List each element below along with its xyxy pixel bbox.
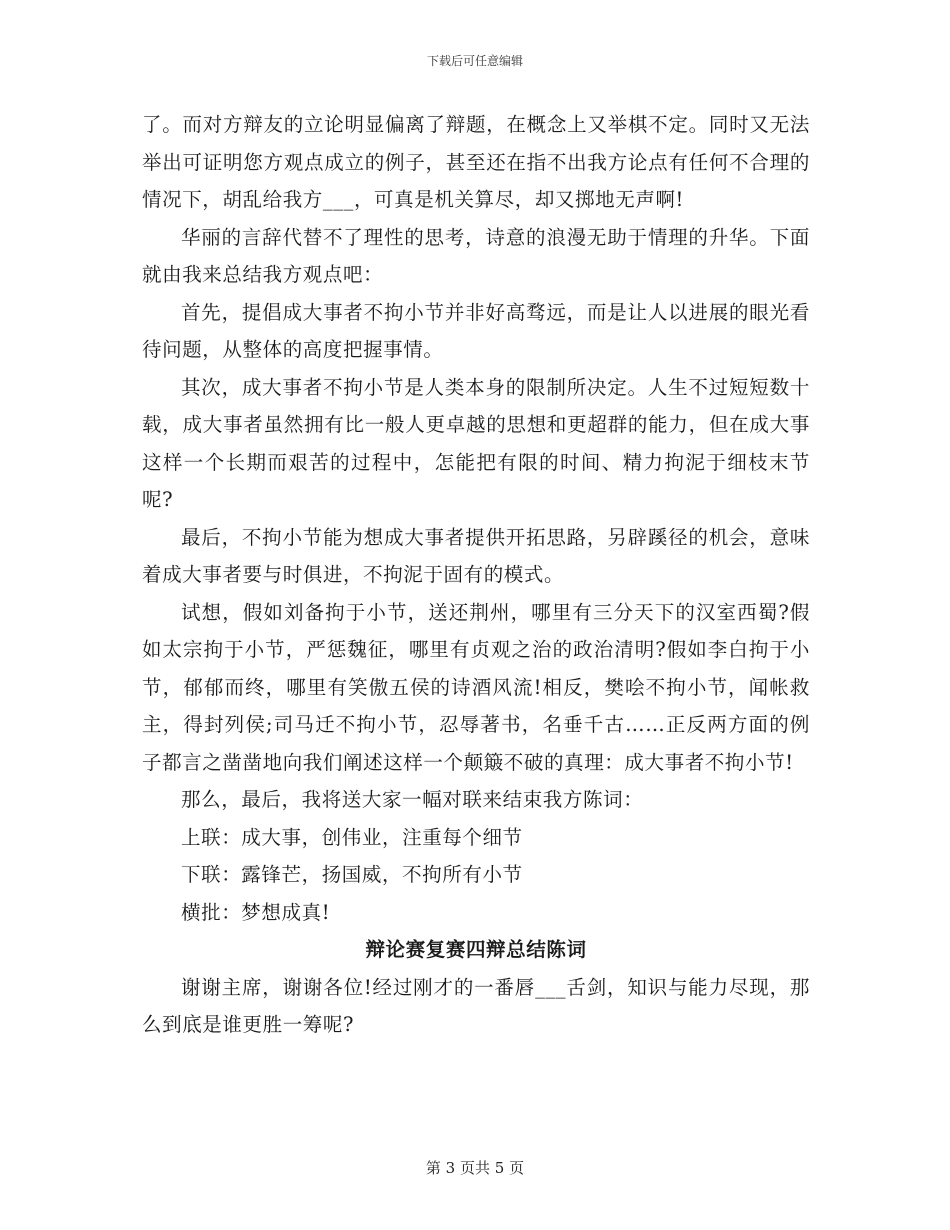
document-body [142,106,810,1044]
paragraph: 最后，不拘小节能为想成大事者提供开拓思路，另辟蹊径的机会，意味着成大事者要与时俱进，不拘泥于固有的模式。 [142,525,810,586]
section-title: 辩论赛复赛四辩总结陈词 [365,938,587,961]
paragraph: 那么，最后，我将送大家一幅对联来结束我方陈词： [181,788,644,811]
couplet-upper: 上联：成大事，创伟业，注重每个细节 [181,825,523,849]
paragraph: 其次，成大事者不拘小节是人类本身的限制所决定。人生不过短短数十载，成大事者虽然拥有比一般人更卓越的思想和更超群的能力，但在成大事这样一个长期而艰苦的过程中，怎能把有限的时间、精力拘泥于细枝末节呢? [142,375,810,511]
paragraph: 华丽的言辞代替不了理性的思考，诗意的浪漫无助于情理的升华。下面就由我来总结我方观点吧： [142,225,810,286]
couplet-horizontal: 横批：梦想成真! [181,900,331,924]
paragraph: 了。而对方辩友的立论明显偏离了辩题，在概念上又举棋不定。同时又无法举出可证明您方观点成立的例子，甚至还在指不出我方论点有任何不合理的情况下，胡乱给我方___，可真是机关算尽，却又掷地无声啊! [142,113,810,211]
couplet-lower: 下联：露锋芒，扬国威，不拘所有小节 [181,863,523,886]
paragraph: 首先，提倡成大事者不拘小节并非好高骛远，而是让人以进展的眼光看待问题，从整体的高度把握事情。 [142,300,810,361]
page-header: 下载后可任意编辑 [426,54,523,68]
paragraph: 谢谢主席，谢谢各位!经过刚才的一番唇___舌剑，知识与能力尽现，那么到底是谁更胜一筹呢? [142,975,810,1036]
paragraph: 试想，假如刘备拘于小节，送还荆州，哪里有三分天下的汉室西蜀?假如太宗拘于小节，严惩魏征，哪里有贞观之治的政治清明?假如李白拘于小节，郁郁而终，哪里有笑傲五侯的诗酒风流!相反，樊哙不拘小节，闻帐救主，得封列侯;司马迁不拘小节，忍辱著书，名垂千古……正反两方面的例子都言之凿凿地向我们阐述这样一个颠簸不破的真理：成大事者不拘小节! [142,600,810,774]
page-footer: 第 3 页共 5 页 [425,1159,525,1177]
